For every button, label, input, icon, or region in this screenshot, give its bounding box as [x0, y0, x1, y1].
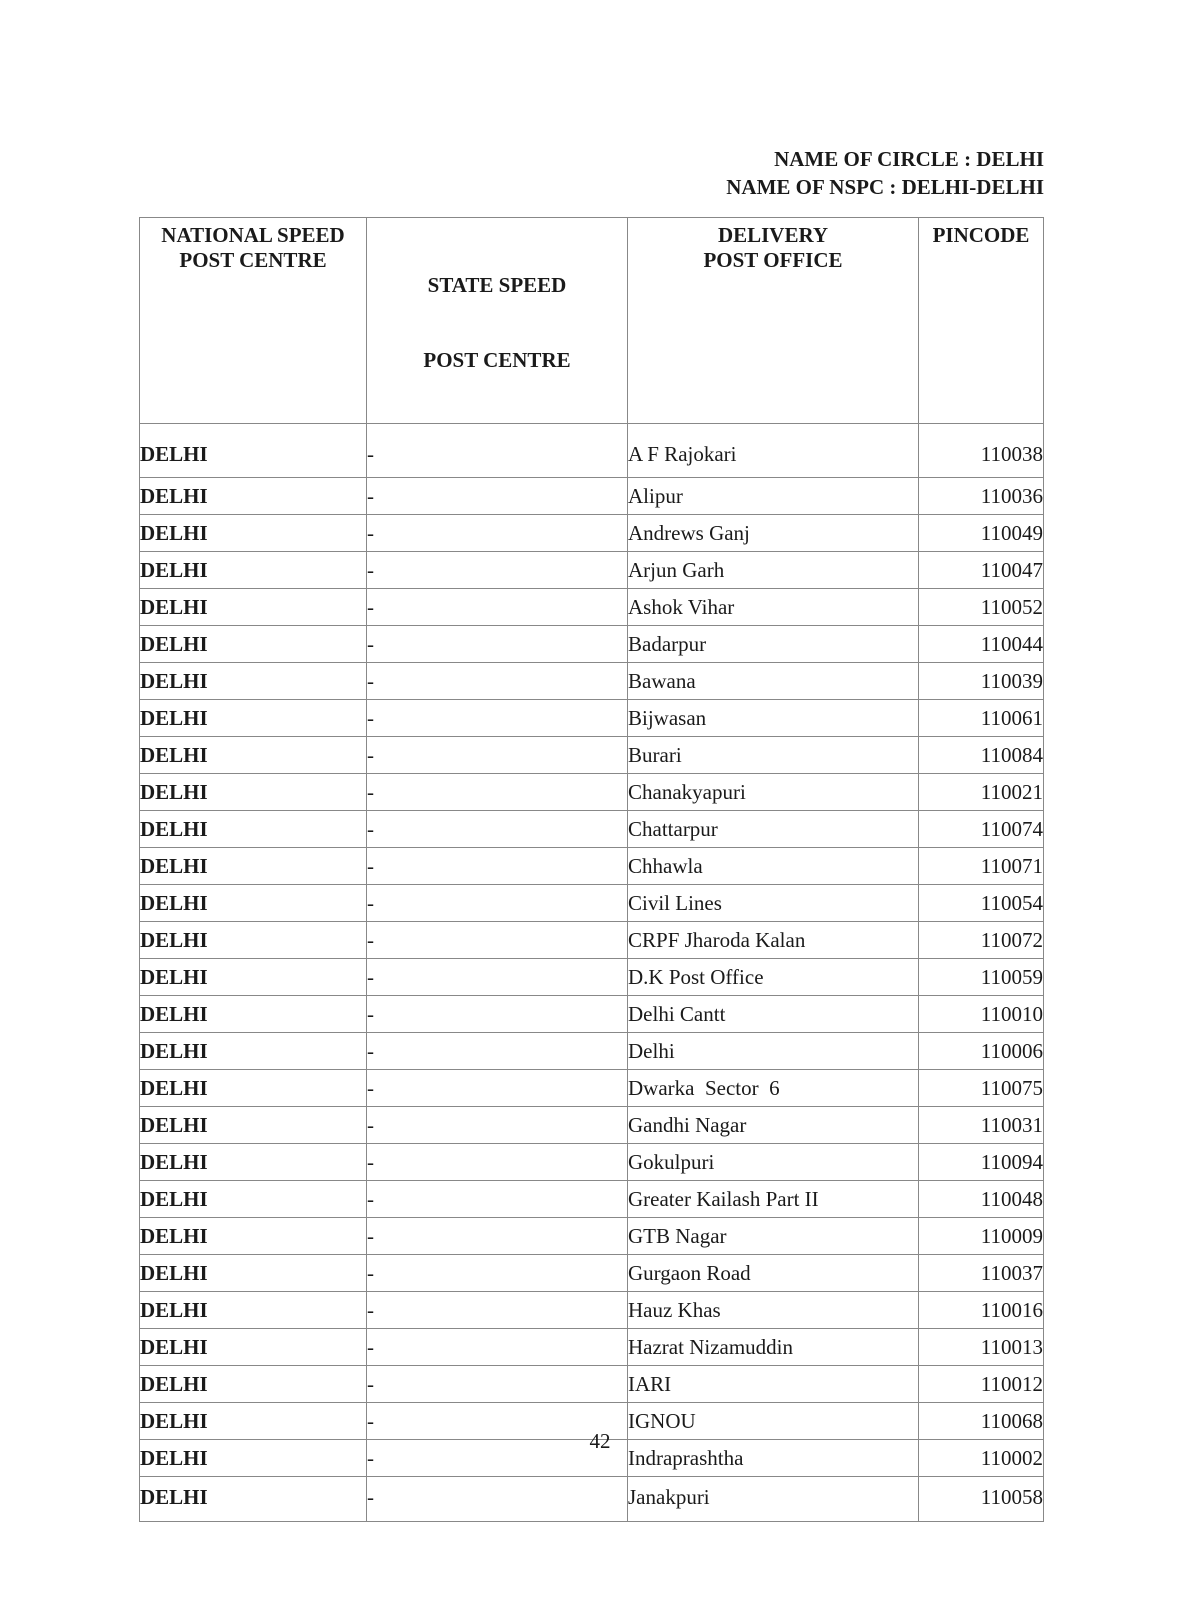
delivery-post-office-cell: IGNOU: [628, 1403, 919, 1440]
national-speed-post-centre-cell: DELHI: [140, 1181, 367, 1218]
state-speed-post-centre-cell: -: [367, 959, 628, 996]
delivery-post-office-cell: Janakpuri: [628, 1477, 919, 1522]
delivery-post-office-cell: Alipur: [628, 478, 919, 515]
delivery-post-office-cell: Greater Kailash Part II: [628, 1181, 919, 1218]
delivery-post-office-cell: Bijwasan: [628, 700, 919, 737]
pincode-cell: 110044: [919, 626, 1044, 663]
table-header-row: [140, 218, 1044, 424]
national-speed-post-centre-cell: DELHI: [140, 1218, 367, 1255]
national-speed-post-centre-cell: DELHI: [140, 1070, 367, 1107]
circle-name: NAME OF CIRCLE : DELHI: [774, 147, 1044, 171]
national-speed-post-centre-cell: DELHI: [140, 1403, 367, 1440]
state-speed-post-centre-cell: -: [367, 552, 628, 589]
table-row: [140, 478, 1044, 515]
delivery-post-office-cell: Delhi Cantt: [628, 996, 919, 1033]
state-speed-post-centre-cell: -: [367, 996, 628, 1033]
pincode-cell: 110038: [919, 424, 1044, 478]
national-speed-post-centre-cell: DELHI: [140, 700, 367, 737]
state-speed-post-centre-cell: -: [367, 1440, 628, 1477]
national-speed-post-centre-cell: DELHI: [140, 424, 367, 478]
table-row: [140, 922, 1044, 959]
national-speed-post-centre-cell: DELHI: [140, 811, 367, 848]
table-row: [140, 1107, 1044, 1144]
national-speed-post-centre-cell: DELHI: [140, 737, 367, 774]
state-speed-post-centre-cell: -: [367, 1329, 628, 1366]
pincode-cell: 110031: [919, 1107, 1044, 1144]
national-speed-post-centre-cell: DELHI: [140, 515, 367, 552]
table-row: [140, 811, 1044, 848]
pincode-cell: 110075: [919, 1070, 1044, 1107]
delivery-post-office-cell: Dwarka Sector 6: [628, 1070, 919, 1107]
national-speed-post-centre-cell: DELHI: [140, 996, 367, 1033]
national-speed-post-centre-cell: DELHI: [140, 922, 367, 959]
national-speed-post-centre-cell: DELHI: [140, 774, 367, 811]
delivery-post-office-cell: GTB Nagar: [628, 1218, 919, 1255]
table-row: [140, 848, 1044, 885]
pincode-cell: 110072: [919, 922, 1044, 959]
pincode-table: [139, 217, 1044, 1522]
table-row: [140, 1181, 1044, 1218]
national-speed-post-centre-cell: DELHI: [140, 885, 367, 922]
nspc-name: NAME OF NSPC : DELHI-DELHI: [726, 175, 1044, 199]
pincode-cell: 110013: [919, 1329, 1044, 1366]
state-speed-post-centre-cell: -: [367, 885, 628, 922]
table-row: [140, 1070, 1044, 1107]
table-row: [140, 1218, 1044, 1255]
state-speed-post-centre-cell: -: [367, 663, 628, 700]
national-speed-post-centre-cell: DELHI: [140, 1144, 367, 1181]
delivery-post-office-cell: Chhawla: [628, 848, 919, 885]
state-speed-post-centre-cell: -: [367, 424, 628, 478]
national-speed-post-centre-cell: DELHI: [140, 1329, 367, 1366]
pincode-cell: 110039: [919, 663, 1044, 700]
delivery-post-office-cell: Delhi: [628, 1033, 919, 1070]
delivery-post-office-cell: Hauz Khas: [628, 1292, 919, 1329]
state-speed-post-centre-cell: -: [367, 1403, 628, 1440]
state-speed-post-centre-cell: -: [367, 626, 628, 663]
national-speed-post-centre-cell: DELHI: [140, 1292, 367, 1329]
column-header-pincode: PINCODE: [919, 218, 1044, 424]
table-row: [140, 1366, 1044, 1403]
pincode-cell: 110054: [919, 885, 1044, 922]
state-speed-post-centre-cell: -: [367, 1218, 628, 1255]
table-body: [140, 424, 1044, 1522]
state-speed-post-centre-cell: -: [367, 1070, 628, 1107]
column-header-state-speed-post-centre: STATE SPEED POST CENTRE: [367, 218, 628, 424]
delivery-post-office-cell: Gokulpuri: [628, 1144, 919, 1181]
state-speed-post-centre-cell: -: [367, 589, 628, 626]
national-speed-post-centre-cell: DELHI: [140, 1255, 367, 1292]
pincode-cell: 110074: [919, 811, 1044, 848]
state-speed-post-centre-cell: -: [367, 848, 628, 885]
delivery-post-office-cell: Hazrat Nizamuddin: [628, 1329, 919, 1366]
pincode-cell: 110048: [919, 1181, 1044, 1218]
delivery-post-office-cell: D.K Post Office: [628, 959, 919, 996]
state-speed-post-centre-cell: -: [367, 700, 628, 737]
pincode-cell: 110068: [919, 1403, 1044, 1440]
pincode-cell: 110084: [919, 737, 1044, 774]
pincode-cell: 110047: [919, 552, 1044, 589]
national-speed-post-centre-cell: DELHI: [140, 589, 367, 626]
table-row: [140, 515, 1044, 552]
national-speed-post-centre-cell: DELHI: [140, 1477, 367, 1522]
delivery-post-office-cell: Badarpur: [628, 626, 919, 663]
delivery-post-office-cell: Bawana: [628, 663, 919, 700]
state-speed-post-centre-cell: -: [367, 1292, 628, 1329]
pincode-cell: 110061: [919, 700, 1044, 737]
table-row: [140, 1477, 1044, 1522]
delivery-post-office-cell: Civil Lines: [628, 885, 919, 922]
state-speed-post-centre-cell: -: [367, 515, 628, 552]
pincode-cell: 110021: [919, 774, 1044, 811]
pincode-cell: 110059: [919, 959, 1044, 996]
table-row: [140, 1033, 1044, 1070]
state-speed-post-centre-cell: -: [367, 1107, 628, 1144]
delivery-post-office-cell: Ashok Vihar: [628, 589, 919, 626]
pincode-cell: 110094: [919, 1144, 1044, 1181]
state-speed-post-centre-cell: -: [367, 478, 628, 515]
pincode-cell: 110006: [919, 1033, 1044, 1070]
delivery-post-office-cell: Chattarpur: [628, 811, 919, 848]
national-speed-post-centre-cell: DELHI: [140, 959, 367, 996]
pincode-cell: 110016: [919, 1292, 1044, 1329]
delivery-post-office-cell: Burari: [628, 737, 919, 774]
delivery-post-office-cell: A F Rajokari: [628, 424, 919, 478]
table-row: [140, 774, 1044, 811]
table-row: [140, 1329, 1044, 1366]
state-speed-post-centre-cell: -: [367, 1366, 628, 1403]
table-row: [140, 663, 1044, 700]
document-header: [726, 145, 1044, 201]
national-speed-post-centre-cell: DELHI: [140, 663, 367, 700]
delivery-post-office-cell: Indraprashtha: [628, 1440, 919, 1477]
table-row: [140, 424, 1044, 478]
table-row: [140, 996, 1044, 1033]
page-number: 42: [589, 1429, 611, 1453]
national-speed-post-centre-cell: DELHI: [140, 1366, 367, 1403]
national-speed-post-centre-cell: DELHI: [140, 1107, 367, 1144]
delivery-post-office-cell: CRPF Jharoda Kalan: [628, 922, 919, 959]
pincode-cell: 110002: [919, 1440, 1044, 1477]
table-row: [140, 959, 1044, 996]
pincode-cell: 110012: [919, 1366, 1044, 1403]
delivery-post-office-cell: IARI: [628, 1366, 919, 1403]
state-speed-post-centre-cell: -: [367, 922, 628, 959]
state-speed-post-centre-cell: -: [367, 1144, 628, 1181]
pincode-cell: 110037: [919, 1255, 1044, 1292]
table-row: [140, 1144, 1044, 1181]
state-speed-post-centre-cell: -: [367, 774, 628, 811]
pincode-cell: 110036: [919, 478, 1044, 515]
table-row: [140, 626, 1044, 663]
national-speed-post-centre-cell: DELHI: [140, 478, 367, 515]
national-speed-post-centre-cell: DELHI: [140, 1033, 367, 1070]
national-speed-post-centre-cell: DELHI: [140, 1440, 367, 1477]
pincode-cell: 110009: [919, 1218, 1044, 1255]
pincode-cell: 110010: [919, 996, 1044, 1033]
delivery-post-office-cell: Chanakyapuri: [628, 774, 919, 811]
national-speed-post-centre-cell: DELHI: [140, 626, 367, 663]
pincode-cell: 110058: [919, 1477, 1044, 1522]
pincode-cell: 110052: [919, 589, 1044, 626]
table-row: [140, 589, 1044, 626]
state-speed-post-centre-cell: -: [367, 1033, 628, 1070]
state-speed-post-centre-cell: -: [367, 1477, 628, 1522]
national-speed-post-centre-cell: DELHI: [140, 848, 367, 885]
table-row: [140, 700, 1044, 737]
state-speed-post-centre-cell: -: [367, 1255, 628, 1292]
delivery-post-office-cell: Andrews Ganj: [628, 515, 919, 552]
delivery-post-office-cell: Gandhi Nagar: [628, 1107, 919, 1144]
national-speed-post-centre-cell: DELHI: [140, 552, 367, 589]
table-row: [140, 737, 1044, 774]
table-row: [140, 1255, 1044, 1292]
column-header-delivery-post-office: DELIVERY POST OFFICE: [628, 218, 919, 424]
table-row: [140, 1292, 1044, 1329]
state-speed-post-centre-cell: -: [367, 811, 628, 848]
state-speed-post-centre-cell: -: [367, 737, 628, 774]
delivery-post-office-cell: Arjun Garh: [628, 552, 919, 589]
delivery-post-office-cell: Gurgaon Road: [628, 1255, 919, 1292]
pincode-cell: 110071: [919, 848, 1044, 885]
table-row: [140, 885, 1044, 922]
state-speed-post-centre-cell: -: [367, 1181, 628, 1218]
table-row: [140, 552, 1044, 589]
pincode-cell: 110049: [919, 515, 1044, 552]
column-header-national-speed-post-centre: NATIONAL SPEED POST CENTRE: [140, 218, 367, 424]
